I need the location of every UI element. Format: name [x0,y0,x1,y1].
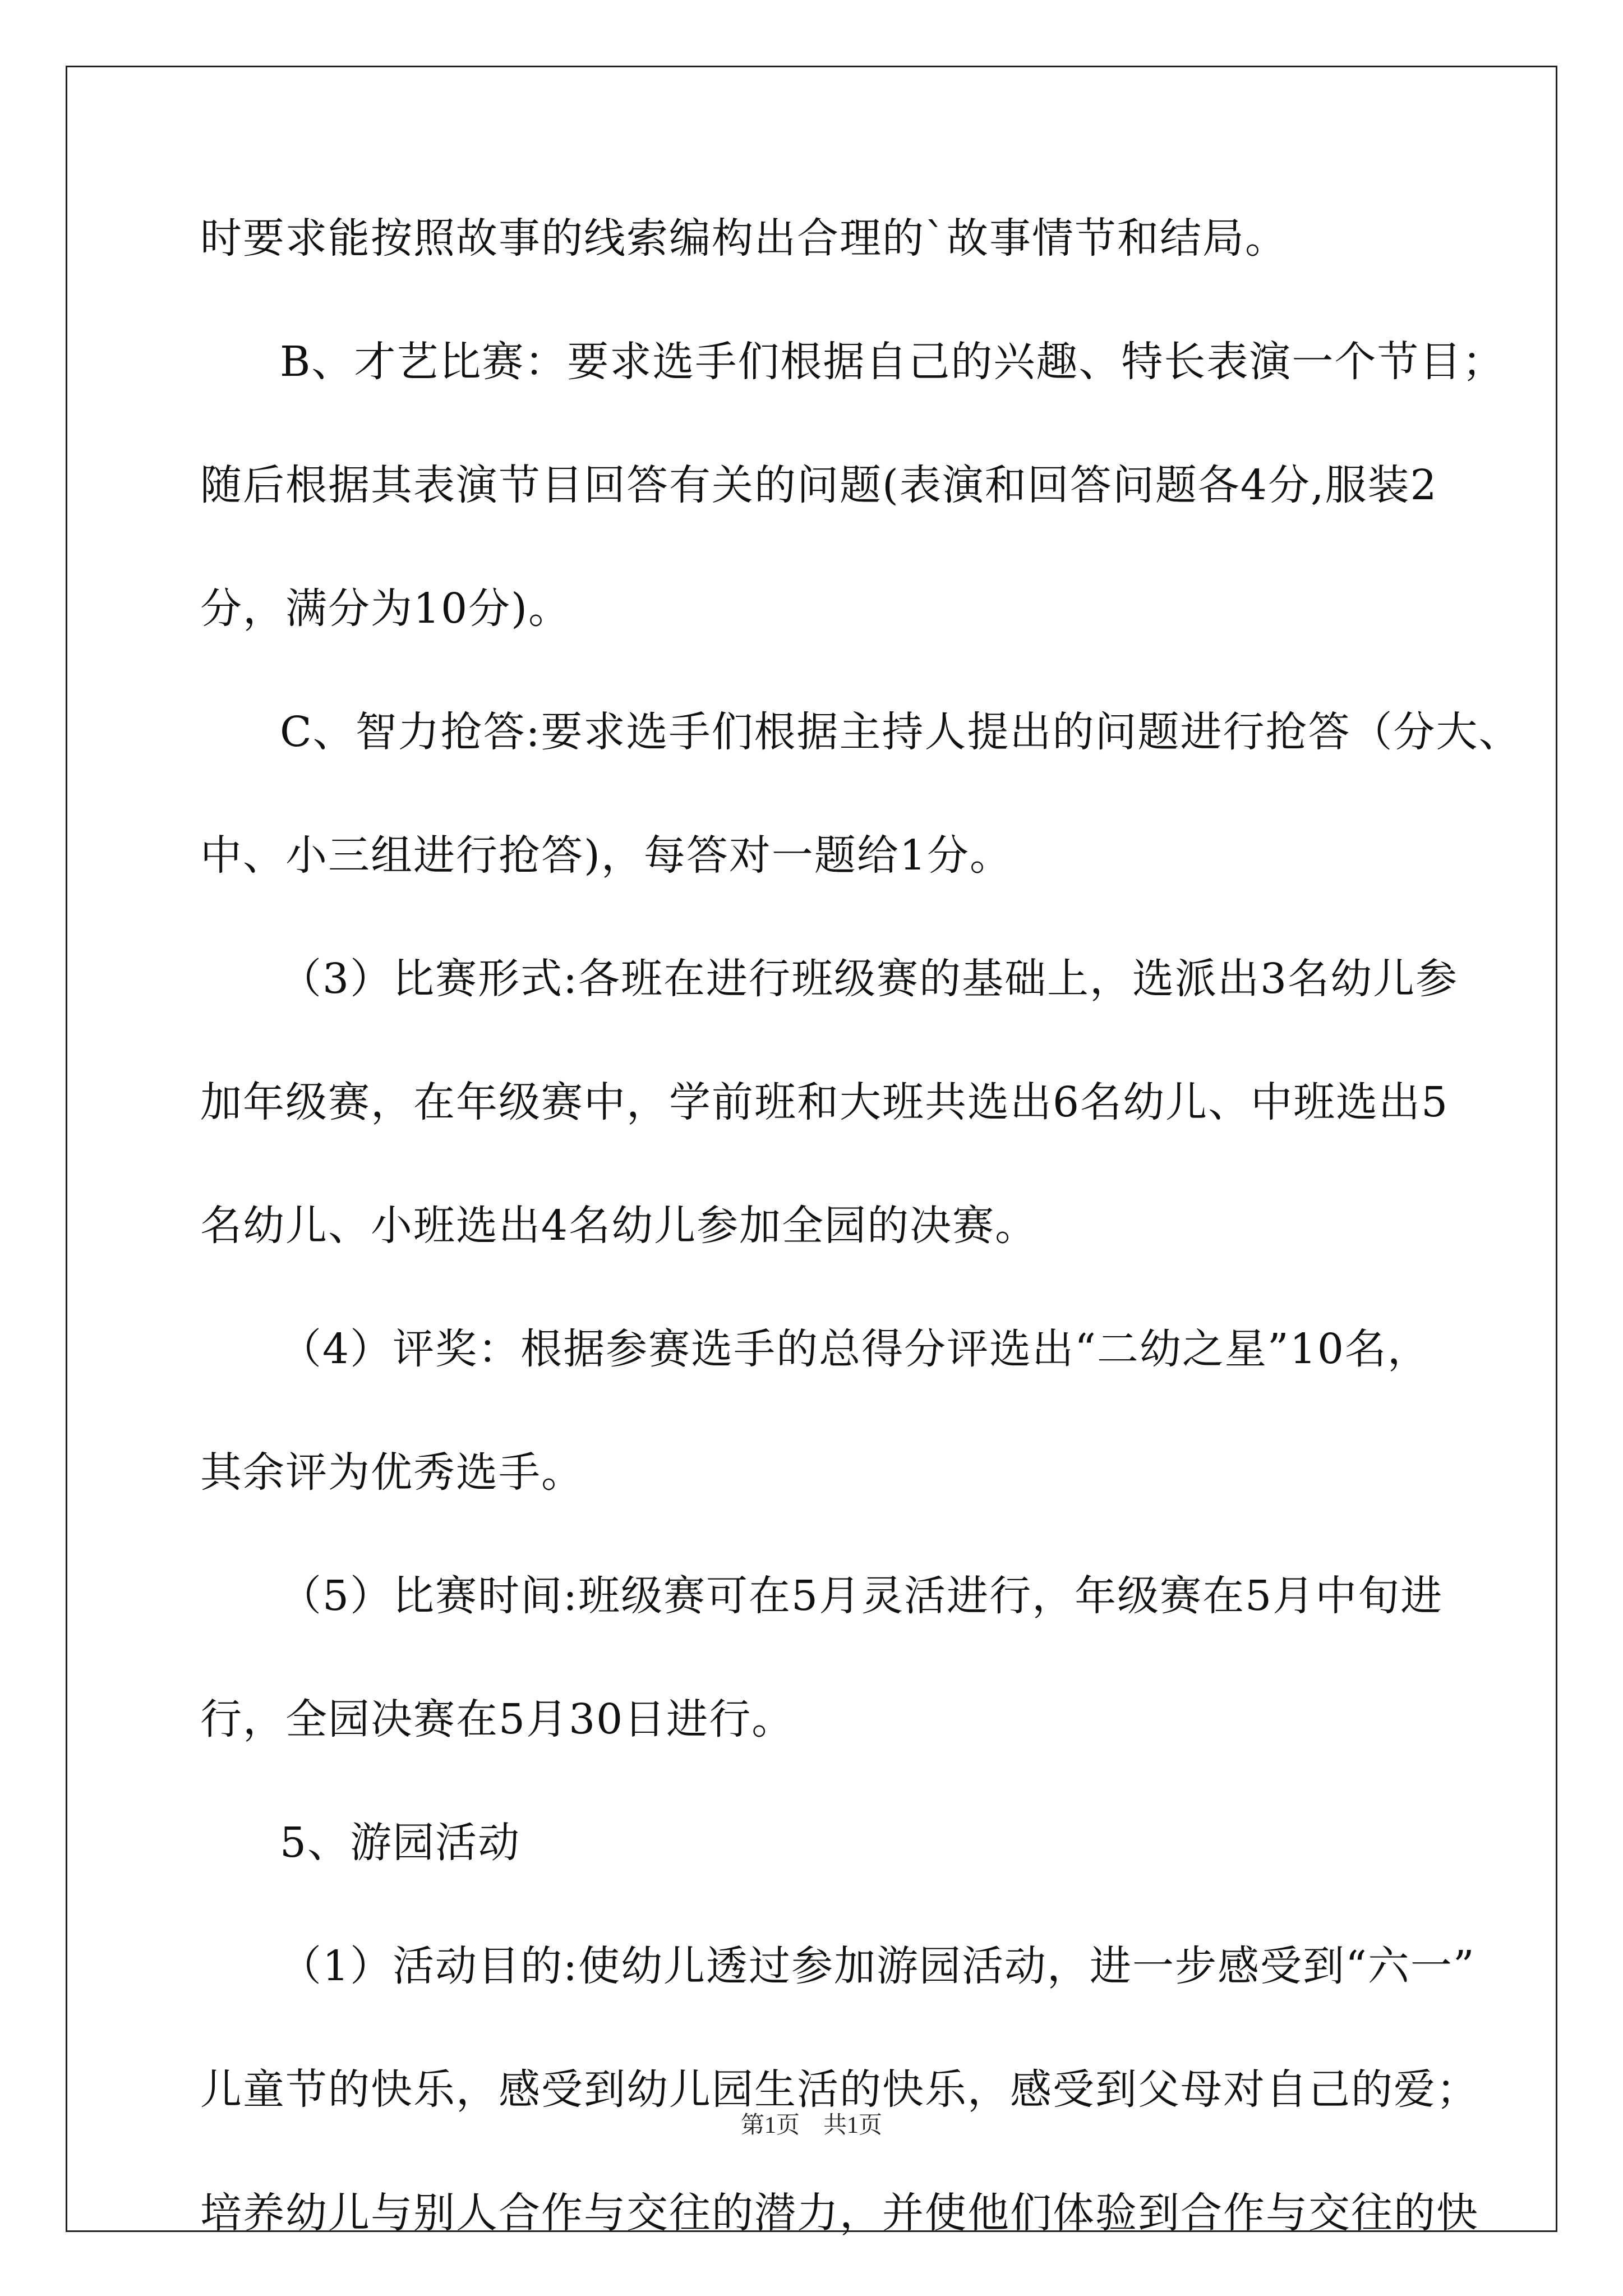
text-line: B、才艺比赛：要求选手们根据自己的兴趣、特长表演一个节目； [280,338,1505,386]
text-line: （1）活动目的:使幼儿透过参加游园活动，进一步感受到“六一” [280,1942,1476,1990]
text-line: 随后根据其表演节目回答有关的问题(表演和回答问题各4分,服装2 [200,461,1438,509]
text-line: 时要求能按照故事的线索编构出合理的`故事情节和结局。 [200,214,1288,263]
text-line: 行，全园决赛在5月30日进行。 [200,1695,795,1743]
text-line: 其余评为优秀选手。 [200,1448,584,1497]
text-line: C、智力抢答:要求选手们根据主持人提出的问题进行抢答（分大、 [280,708,1521,756]
section-heading: 5、游园活动 [280,1819,521,1867]
text-line: 名幼儿、小班选出4名幼儿参加全园的决赛。 [200,1202,1038,1250]
text-line: （4）评奖：根据参赛选手的总得分评选出“二幼之星”10名， [280,1325,1430,1373]
text-line: （5）比赛时间:班级赛可在5月灵活进行，年级赛在5月中旬进 [280,1572,1444,1620]
text-line: 儿童节的快乐，感受到幼儿园生活的快乐，感受到父母对自己的爱； [200,2065,1479,2114]
text-line: 分，满分为10分)。 [200,585,571,633]
text-line: 中、小三组进行抢答)，每答对一题给1分。 [200,831,1012,880]
page-number-footer: 第1页 共1页 [740,2113,882,2138]
text-line: 培养幼儿与别人合作与交往的潜力，并使他们体验到合作与交往的快 [200,2189,1479,2237]
text-line: 加年级赛，在年级赛中，学前班和大班共选出6名幼儿、中班选出5 [200,1078,1449,1126]
text-line: （3）比赛形式:各班在进行班级赛的基础上，选派出3名幼儿参 [280,955,1459,1003]
